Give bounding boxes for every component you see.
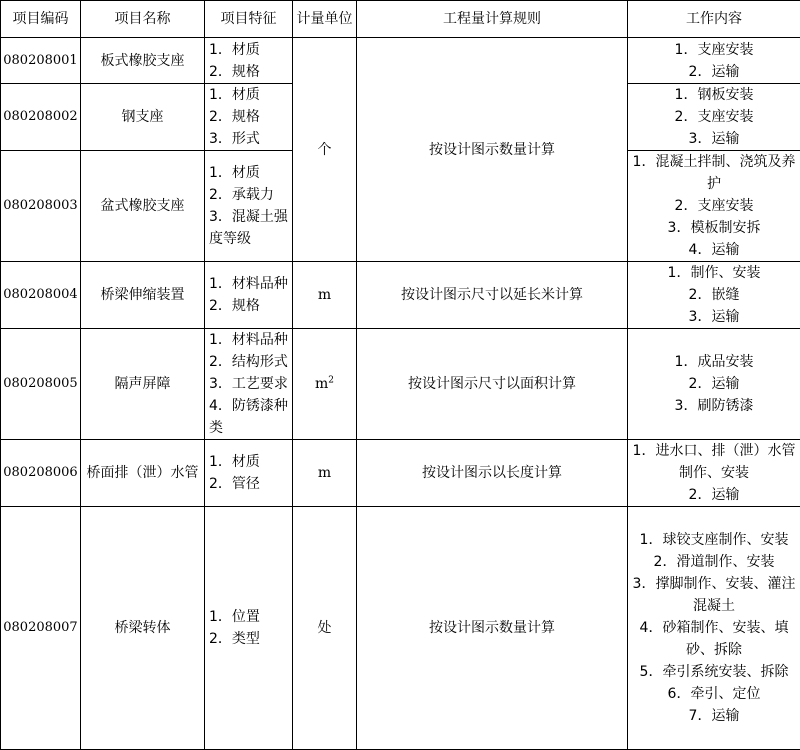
feature-line: 2．规格 [209,298,260,314]
item-rule: 按设计图示数量计算 [357,507,628,750]
feature-line: 1．材质 [209,87,260,103]
item-name: 桥面排（泄）水管 [81,440,205,507]
work-line: 1．进水口、排（泄）水管制作、安装 [632,443,796,481]
work-line: 2．滑道制作、安装 [653,554,775,570]
feature-line: 1．材质 [209,165,260,181]
item-features [205,84,293,151]
work-line: 3．运输 [688,131,740,147]
header-row [1,1,800,38]
item-code: 080208005 [1,329,81,440]
item-work [628,329,800,440]
item-code: 080208002 [1,84,81,151]
feature-line: 1．材料品种 [209,332,288,348]
item-work [628,151,800,262]
item-code: 080208001 [1,38,81,84]
unit-superscript: 2 [328,375,334,386]
unit-base: m [314,376,329,392]
work-line: 2．支座安装 [674,109,754,125]
item-work [628,507,800,750]
feature-line: 2．类型 [209,631,260,647]
table-row [1,262,800,329]
feature-line: 3．工艺要求 [209,376,288,392]
work-line: 1．钢板安装 [674,87,754,103]
work-line: 1．支座安装 [674,41,754,58]
work-line: 3．模板制安拆 [667,220,761,236]
item-rule: 按设计图示以长度计算 [357,440,628,507]
feature-line: 1．材质 [209,41,260,58]
work-line: 2．运输 [688,63,740,80]
item-work [628,262,800,329]
header-code: 项目编码 [1,1,81,38]
table-row [1,38,800,84]
table-row [1,329,800,440]
feature-line: 1．材质 [209,454,260,470]
work-line: 1．成品安装 [674,354,754,370]
feature-line: 2．规格 [209,109,260,125]
item-work [628,440,800,507]
work-line: 6．牵引、定位 [667,686,761,702]
item-rule-merged: 按设计图示数量计算 [357,38,628,262]
header-work: 工作内容 [628,1,800,38]
work-line: 4．砂箱制作、安装、填砂、拆除 [639,620,789,658]
work-line: 2．支座安装 [674,198,754,214]
item-name: 钢支座 [81,84,205,151]
item-unit: m [293,440,357,507]
item-code: 080208007 [1,507,81,750]
feature-line: 2．规格 [209,63,260,80]
item-features [205,440,293,507]
item-rule: 按设计图示尺寸以延长米计算 [357,262,628,329]
header-rule: 工程量计算规则 [357,1,628,38]
item-features [205,507,293,750]
item-features [205,262,293,329]
item-code: 080208003 [1,151,81,262]
work-line: 1．球铰支座制作、安装 [639,532,789,548]
work-line: 2．嵌缝 [688,287,740,303]
item-features [205,329,293,440]
item-unit [293,329,357,440]
item-work [628,38,800,84]
item-features [205,151,293,262]
item-unit: 处 [293,507,357,750]
work-line: 4．运输 [688,242,740,258]
header-features: 项目特征 [205,1,293,38]
item-rule: 按设计图示尺寸以面积计算 [357,329,628,440]
item-name: 桥梁转体 [81,507,205,750]
feature-line: 2．结构形式 [209,354,288,370]
feature-line: 2．承载力 [209,187,274,203]
feature-line: 3．混凝土强度等级 [209,209,288,247]
item-features [205,38,293,84]
work-line: 2．运输 [688,487,740,503]
work-line: 1．制作、安装 [667,265,761,281]
item-code: 080208006 [1,440,81,507]
item-code: 080208004 [1,262,81,329]
feature-line: 2．管径 [209,476,260,492]
table-row [1,440,800,507]
header-name: 项目名称 [81,1,205,38]
item-unit: m [293,262,357,329]
work-line: 3．刷防锈漆 [674,398,754,414]
item-work [628,84,800,151]
item-name: 桥梁伸缩装置 [81,262,205,329]
feature-line: 4．防锈漆种类 [209,398,288,436]
item-name: 隔声屏障 [81,329,205,440]
feature-line: 1．位置 [209,609,260,625]
work-line: 1．混凝土拌制、浇筑及养护 [632,154,796,192]
work-line: 3．撑脚制作、安装、灌注混凝土 [632,576,796,614]
header-unit: 计量单位 [293,1,357,38]
feature-line: 3．形式 [209,131,260,147]
item-unit-merged: 个 [293,38,357,262]
table-row [1,507,800,750]
work-line: 7．运输 [688,708,740,724]
item-name: 板式橡胶支座 [81,38,205,84]
item-name: 盆式橡胶支座 [81,151,205,262]
work-line: 5．牵引系统安装、拆除 [639,664,789,680]
feature-line: 1．材料品种 [209,276,288,292]
work-line: 2．运输 [688,376,740,392]
work-line: 3．运输 [688,309,740,325]
